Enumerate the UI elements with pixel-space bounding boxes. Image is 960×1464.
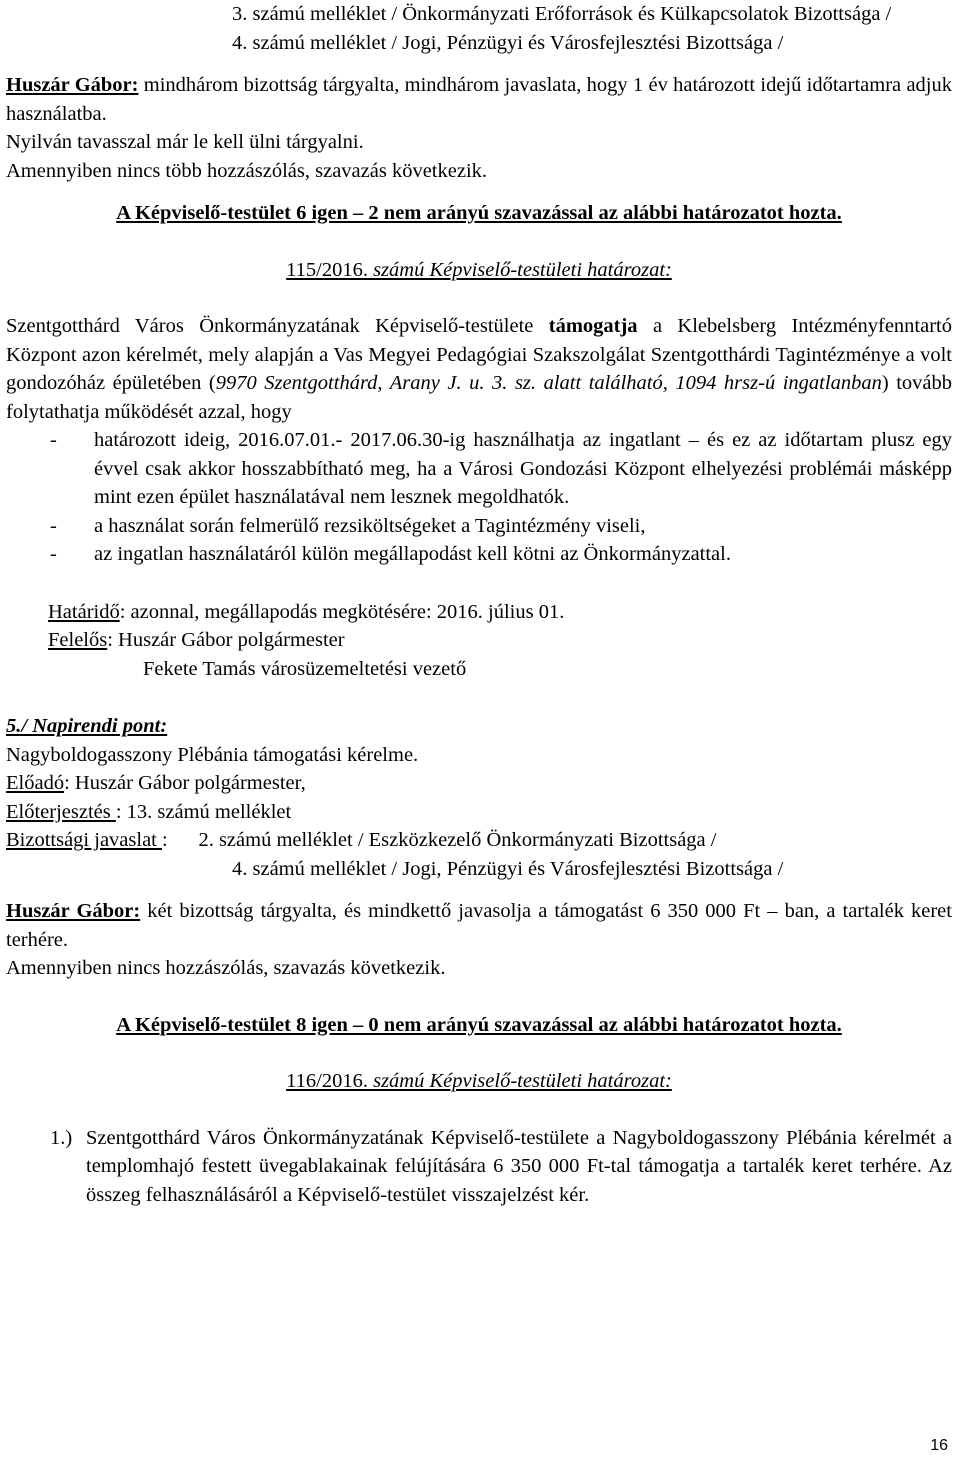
committee-line-3: 3. számú melléklet / Önkormányzati Erőforrások és Külkapcsolatok Bizottsága / [232, 3, 892, 25]
vote-result-115: A Képviselő-testület 6 igen – 2 nem arányú szavazással az alábbi határozatot hozta. [116, 202, 842, 224]
presenter-line: Előadó: Huszár Gábor polgármester, [6, 772, 306, 794]
list-item: - az ingatlan használatáról külön megállapodást kell kötni az Önkormányzattal. [50, 543, 731, 565]
text-line: Amennyiben nincs több hozzászólás, szavazás következik. [6, 159, 488, 182]
spacer [6, 569, 952, 598]
spacer [6, 57, 952, 71]
resolution-115-body: Szentgotthárd Város Önkormányzatának Képviselő-testülete támogatja a Klebelsberg Intézményfenntartó Központ azon kérelmét, mely alapján a Vas Megyei Pedagógiai Szakszolgálat Szentgotthárdi Tagintézménye a volt gondozóház épületében (9970 Szentgotthárd, Arany J. u. 3. sz. alatt található, 1094 hrsz-ú ingatlanban) tovább folytathatja működését azzal, hogy [6, 315, 952, 423]
speaker-text: mindhárom bizottság tárgyalta, mindhárom javaslata, hogy 1 év határozott idejű időtartamra adjuk használatba. [6, 74, 952, 125]
committee-line-4: 4. számú melléklet / Jogi, Pénzügyi és Városfejlesztési Bizottsága / [232, 31, 784, 54]
committee-line-b: 4. számú melléklet / Jogi, Pénzügyi és Városfejlesztési Bizottsága / [232, 857, 784, 880]
spacer [6, 883, 952, 897]
spacer [6, 983, 952, 1011]
spacer [6, 284, 952, 312]
list-item: - határozott ideig, 2016.07.01.- 2017.06.30-ig használhatja az ingatlant – és ez az időtartam plusz egy évvel csak akkor hosszabbítható meg, ha a Városi Gondozási Központ elhelyezési problémái másképp mint ezen épület használatával nem lesznek megoldhatók. [50, 429, 952, 508]
page-number: 16 [930, 1437, 948, 1454]
submission-line: Előterjesztés : 13. számú melléklet [6, 800, 292, 823]
responsible-line: Felelős: Huszár Gábor polgármester [48, 629, 345, 651]
responsible-line-2: Fekete Tamás városüzemeltetési vezető [143, 657, 467, 680]
vote-result-116: A Képviselő-testület 8 igen – 0 nem arányú szavazással az alábbi határozatot hozta. [116, 1013, 842, 1036]
list-item: - a használat során felmerülő rezsiköltségeket a Tagintézmény viseli, [50, 514, 646, 537]
spacer [6, 185, 952, 199]
speaker-text: két bizottság tárgyalta, és mindkettő javasolja a támogatást 6 350 000 Ft – ban, a tartalék keret terhére. [6, 900, 952, 951]
spacer [6, 228, 952, 256]
document-page [6, 0, 952, 1209]
speaker-paragraph-2 [6, 897, 952, 954]
agenda-subject: Nagyboldogasszony Plébánia támogatási kérelme. [6, 743, 419, 766]
speaker-name: Huszár Gábor: [6, 74, 139, 96]
speaker-name: Huszár Gábor: [6, 900, 141, 922]
speaker-paragraph-1 [6, 71, 952, 128]
spacer [6, 1096, 952, 1124]
spacer [6, 683, 952, 712]
resolution-116-item: 1.) Szentgotthárd Város Önkormányzatának Képviselő-testülete a Nagyboldogasszony Plébánia kérelmét a templomhajó festett üvegablakainak felújítására 6 350 000 Ft-tal támogatja a tartalék keret terhére. Az összeg felhasználásáról a Képviselő-testület visszajelzést kér. [50, 1126, 952, 1206]
deadline-line: Határidő: azonnal, megállapodás megkötésére: 2016. július 01. [48, 600, 565, 623]
text-line: Amennyiben nincs hozzászólás, szavazás következik. [6, 957, 446, 979]
agenda-heading: 5./ Napirendi pont: [6, 715, 168, 737]
resolution-116-title: 116/2016. számú Képviselő-testületi határozat: [286, 1070, 672, 1092]
resolution-115-title: 115/2016. számú Képviselő-testületi határozat: [286, 258, 672, 281]
text-line: Nyilván tavasszal már le kell ülni tárgyalni. [6, 131, 364, 153]
spacer [6, 1039, 952, 1067]
committee-line-a: Bizottsági javaslat : 2. számú melléklet / Eszközkezelő Önkormányzati Bizottsága / [6, 829, 717, 851]
